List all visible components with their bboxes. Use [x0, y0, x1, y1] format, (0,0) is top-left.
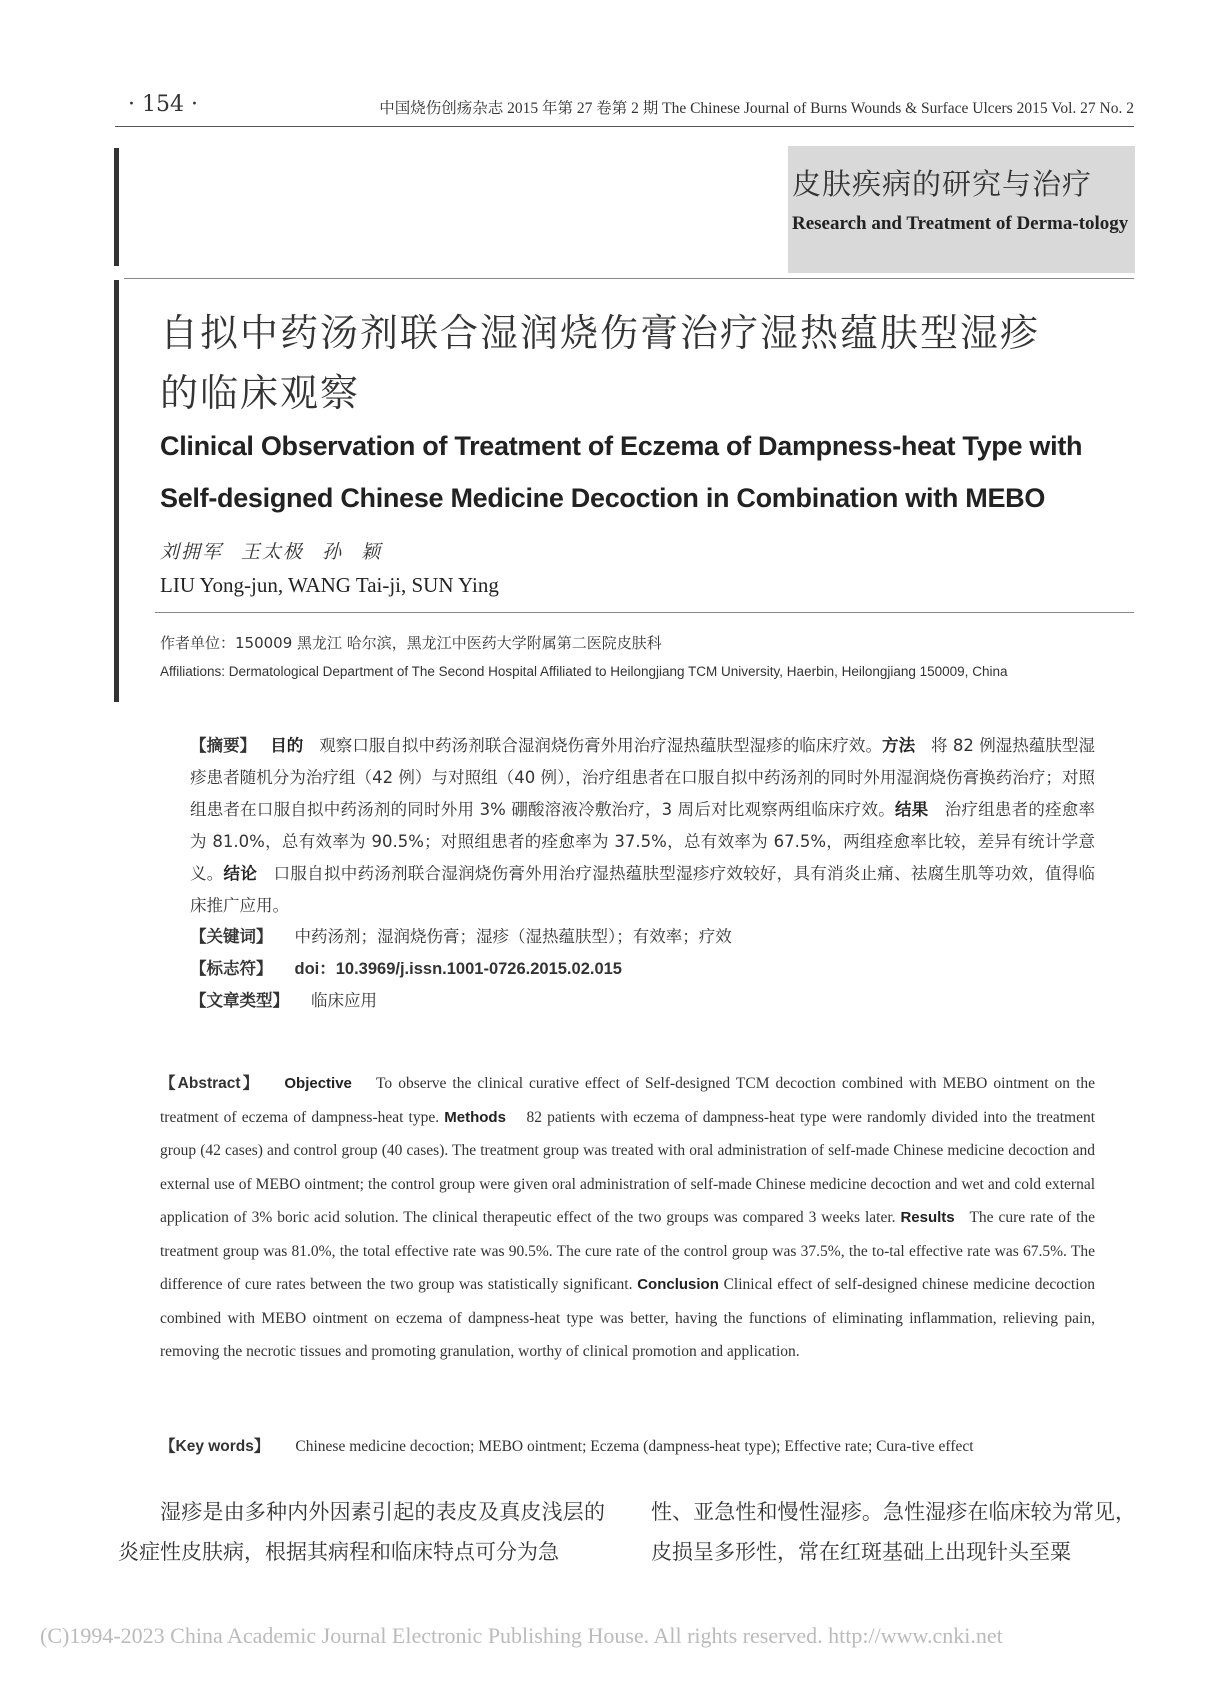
affiliation-cn: 作者单位：150009 黑龙江 哈尔滨，黑龙江中医药大学附属第二医院皮肤科: [160, 634, 662, 652]
keywords-en-value: Chinese medicine decoction; MEBO ointment; Eczema (dampness-heat type); Effective rate; Cura-tive effect: [295, 1438, 974, 1455]
conclusion-label-en: Conclusion: [637, 1276, 719, 1293]
methods-label-en: Methods: [444, 1108, 506, 1126]
body-column-left: 湿疹是由多种内外因素引起的表皮及真皮浅层的炎症性皮肤病，根据其病程和临床特点可分为急: [118, 1500, 605, 1564]
keywords-cn: [190, 923, 732, 947]
header-divider: [115, 126, 1134, 127]
body-column-right: 性、亚急性和慢性湿疹。急性湿疹在临床较为常见，皮损呈多形性，常在红斑基础上出现针头至粟: [651, 1500, 1136, 1564]
conclusion-cn: 口服自拟中药汤剂联合湿润烧伤膏外用治疗湿热蕴肤型湿疹疗效较好，具有消炎止痛、祛腐生肌等功效，值得临床推广应用。: [190, 864, 1096, 915]
abstract-cn: [190, 730, 1095, 922]
keywords-cn-label: 【关键词】: [190, 927, 273, 946]
article-type-cn: [190, 987, 377, 1011]
conclusion-en: Clinical effect of self-designed chinese medicine decoction combined with MEBO ointment on eczema of dampness-heat type was better, having the functions of eliminating inflammation, relieving pain, removing the necrotic tissues and promoting granulation, worthy of clinical promotion and application.: [160, 1276, 1096, 1360]
title-divider: [124, 278, 1134, 279]
left-margin-bar: [114, 280, 119, 702]
running-head: 中国烧伤创疡杂志 2015 年第 27 卷第 2 期 The Chinese Journal of Burns Wounds & Surface Ulcers 2015 Vol. 27 No. 2: [379, 100, 1134, 117]
page-number: · 154 ·: [128, 92, 198, 117]
left-margin-bar: [114, 148, 119, 266]
keywords-en: [160, 1430, 1095, 1463]
article-title-cn: 自拟中药汤剂联合湿润烧伤膏治疗湿热蕴肤型湿疹的临床观察: [160, 311, 1041, 415]
methods-cn: 将 82 例湿热蕴肤型湿疹患者随机分为治疗组（42 例）与对照组（40 例），治疗组患者在口服自拟中药汤剂的同时外用湿润烧伤膏换药治疗；对照组患者在口服自拟中药汤剂的同时外用 3% 硼酸溶液冷敷治疗，3 周后对比观察两组临床疗效。: [190, 736, 1096, 819]
results-label-cn: 结果: [894, 800, 929, 819]
objective-en: To observe the clinical curative effect of Self-designed TCM decoction combined with MEBO ointment on the treatment of eczema of dampness-heat type.: [160, 1075, 1096, 1126]
keywords-en-label: 【Key words】: [160, 1438, 270, 1455]
abstract-en: [160, 1067, 1095, 1369]
article-title-en: Clinical Observation of Treatment of Eczema of Dampness-heat Type with Self-designed Chinese Medicine Decoction in Combination with MEBO: [160, 431, 1083, 513]
objective-label-cn: 目的: [270, 736, 304, 755]
results-cn: 治疗组患者的痊愈率为 81.0%，总有效率为 90.5%；对照组患者的痊愈率为 37.5%，总有效率为 67.5%，两组痊愈率比较，差异有统计学意义。: [190, 800, 1096, 883]
article-type-cn-label: 【文章类型】: [190, 991, 289, 1010]
authors-en: LIU Yong-jun, WANG Tai-ji, SUN Ying: [160, 573, 499, 597]
identifier-cn-label: 【标志符】: [190, 959, 273, 978]
identifier-cn: [190, 955, 622, 979]
abstract-cn-label: 【摘要】: [190, 736, 257, 755]
copyright-watermark: (C)1994-2023 China Academic Journal Electronic Publishing House. All rights reserved. http://www.cnki.net: [40, 1623, 1003, 1648]
objective-label-en: Objective: [284, 1075, 352, 1092]
abstract-en-label: 【Abstract】: [160, 1075, 261, 1092]
authors-cn: 刘拥军 王太极 孙 颖: [160, 541, 383, 563]
doi-value: doi：10.3969/j.issn.1001-0726.2015.02.015: [294, 960, 622, 978]
affiliation-divider: [155, 612, 1134, 613]
results-en: The cure rate of the treatment group was 81.0%, the total effective rate was 90.5%. The cure rate of the control group was 37.5%, the to-tal effective rate was 67.5%. The difference of cure rates between the two group was statistically significant.: [160, 1209, 1096, 1293]
methods-label-cn: 方法: [882, 736, 916, 755]
methods-en: 82 patients with eczema of dampness-heat type were randomly divided into the treatment group (42 cases) and control group (40 cases). The treatment group was treated with oral administration of self-made Chinese medicine decoction and external use of MEBO ointment; the control group were given oral administration of self-made Chinese medicine decoction and wet and cold external application of 3% boric acid solution. The clinical therapeutic effect of the two groups was compared 3 weeks later.: [160, 1108, 1096, 1226]
results-label-en: Results: [900, 1209, 955, 1226]
objective-cn: 观察口服自拟中药汤剂联合湿润烧伤膏外用治疗湿热蕴肤型湿疹的临床疗效。: [319, 736, 883, 755]
article-type-cn-value: 临床应用: [311, 991, 377, 1010]
keywords-cn-value: 中药汤剂；湿润烧伤膏；湿疹（湿热蕴肤型）；有效率；疗效: [294, 927, 732, 946]
column-title-cn: 皮肤疾病的研究与治疗: [792, 167, 1093, 201]
column-title-en: Research and Treatment of Derma-tology: [792, 213, 1129, 234]
conclusion-label-cn: 结论: [223, 864, 258, 883]
affiliation-en: Affiliations: Dermatological Department of The Second Hospital Affiliated to Heilongjiang TCM University, Haerbin, Heilongjiang 150009, China: [160, 664, 1008, 679]
